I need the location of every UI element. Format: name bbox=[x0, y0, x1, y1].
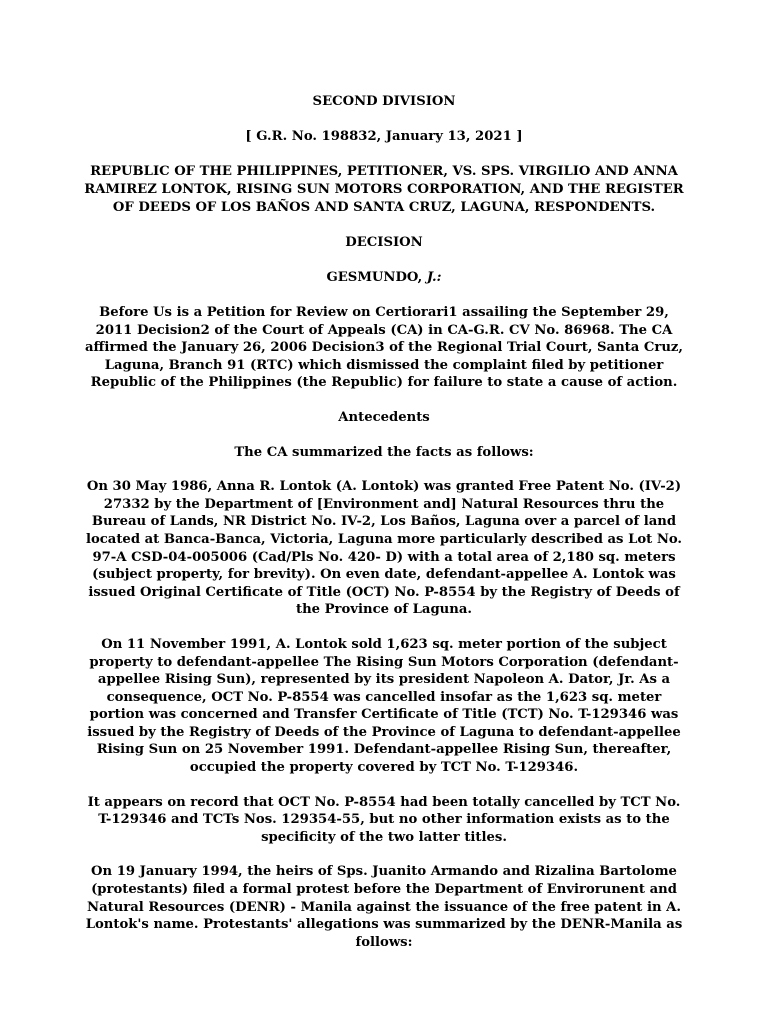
decision-heading: DECISION bbox=[345, 235, 423, 250]
case-parties: REPUBLIC OF THE PHILIPPINES, PETITIONER, VS. SPS. VIRGILIO AND ANNA RAMIREZ LONTOK, RISING SUN MOTORS CORPORATION, AND THE REGISTER OF DEEDS OF LOS BAÑOS AND SANTA CRUZ, LAGUNA, RESPONDENTS. bbox=[84, 164, 684, 215]
document-page bbox=[82, 93, 686, 968]
facts-paragraph-4: On 19 January 1994, the heirs of Sps. Juanito Armando and Rizalina Bartolome (protestants) filed a formal protest before the Department of Envirorunent and Natural Resources (DENR) - Manila against the issuance of the free patent in A. Lontok's name. Protestants' allegations was summarized by the DENR-Manila as follows: bbox=[85, 864, 683, 950]
division-heading: SECOND DIVISION bbox=[312, 94, 456, 109]
facts-paragraph-2: On 11 November 1991, A. Lontok sold 1,623 sq. meter portion of the subject property to defendant-appellee The Rising Sun Motors Corporation (defendant-appellee Rising Sun), represented by its president Napoleon A. Dator, Jr. As a consequence, OCT No. P-8554 was cancelled insofar as the 1,623 sq. meter portion was concerned and Transfer Certificate of Title (TCT) No. T-129346 was issued by the Registry of Deeds of the Province of Laguna to defendant-appellee Rising Sun on 25 November 1991. Defendant-appellee Rising Sun, thereafter, occupied the property covered by TCT No. T-129346. bbox=[87, 636, 681, 776]
ponente-suffix: J.: bbox=[426, 270, 442, 285]
ponente bbox=[82, 269, 686, 287]
antecedents-heading: Antecedents bbox=[338, 409, 430, 425]
ca-summary-paragraph: The CA summarized the facts as follows: bbox=[234, 444, 534, 460]
ponente-name: GESMUNDO, bbox=[326, 270, 423, 285]
facts-paragraph-3: It appears on record that OCT No. P-8554 had been totally cancelled by TCT No. T-129346 and TCTs Nos. 129354-55, but no other information exists as to the specificity of the two latter titles. bbox=[87, 794, 681, 845]
case-number: [ G.R. No. 198832, January 13, 2021 ] bbox=[245, 129, 523, 144]
facts-paragraph-1: On 30 May 1986, Anna R. Lontok (A. Lontok) was granted Free Patent No. (IV-2) 27332 by the Department of [Environment and] Natural Resources thru the Bureau of Lands, NR District No. IV-2, Los Baños, Laguna over a parcel of land located at Banca-Banca, Victoria, Laguna more particularly described as Lot No. 97-A CSD-04-005006 (Cad/Pls No. 420- D) with a total area of 2,180 sq. meters (subject property, for brevity). On even date, defendant-appellee A. Lontok was issued Original Certificate of Title (OCT) No. P-8554 by the Registry of Deeds of the Province of Laguna. bbox=[85, 479, 683, 618]
intro-paragraph: Before Us is a Petition for Review on Certiorari1 assailing the September 29, 2011 Decision2 of the Court of Appeals (CA) in CA-G.R. CV No. 86968. The CA affirmed the January 26, 2006 Decision3 of the Regional Trial Court, Santa Cruz, Laguna, Branch 91 (RTC) which dismissed the complaint filed by petitioner Republic of the Philippines (the Republic) for failure to state a cause of action. bbox=[84, 305, 683, 391]
